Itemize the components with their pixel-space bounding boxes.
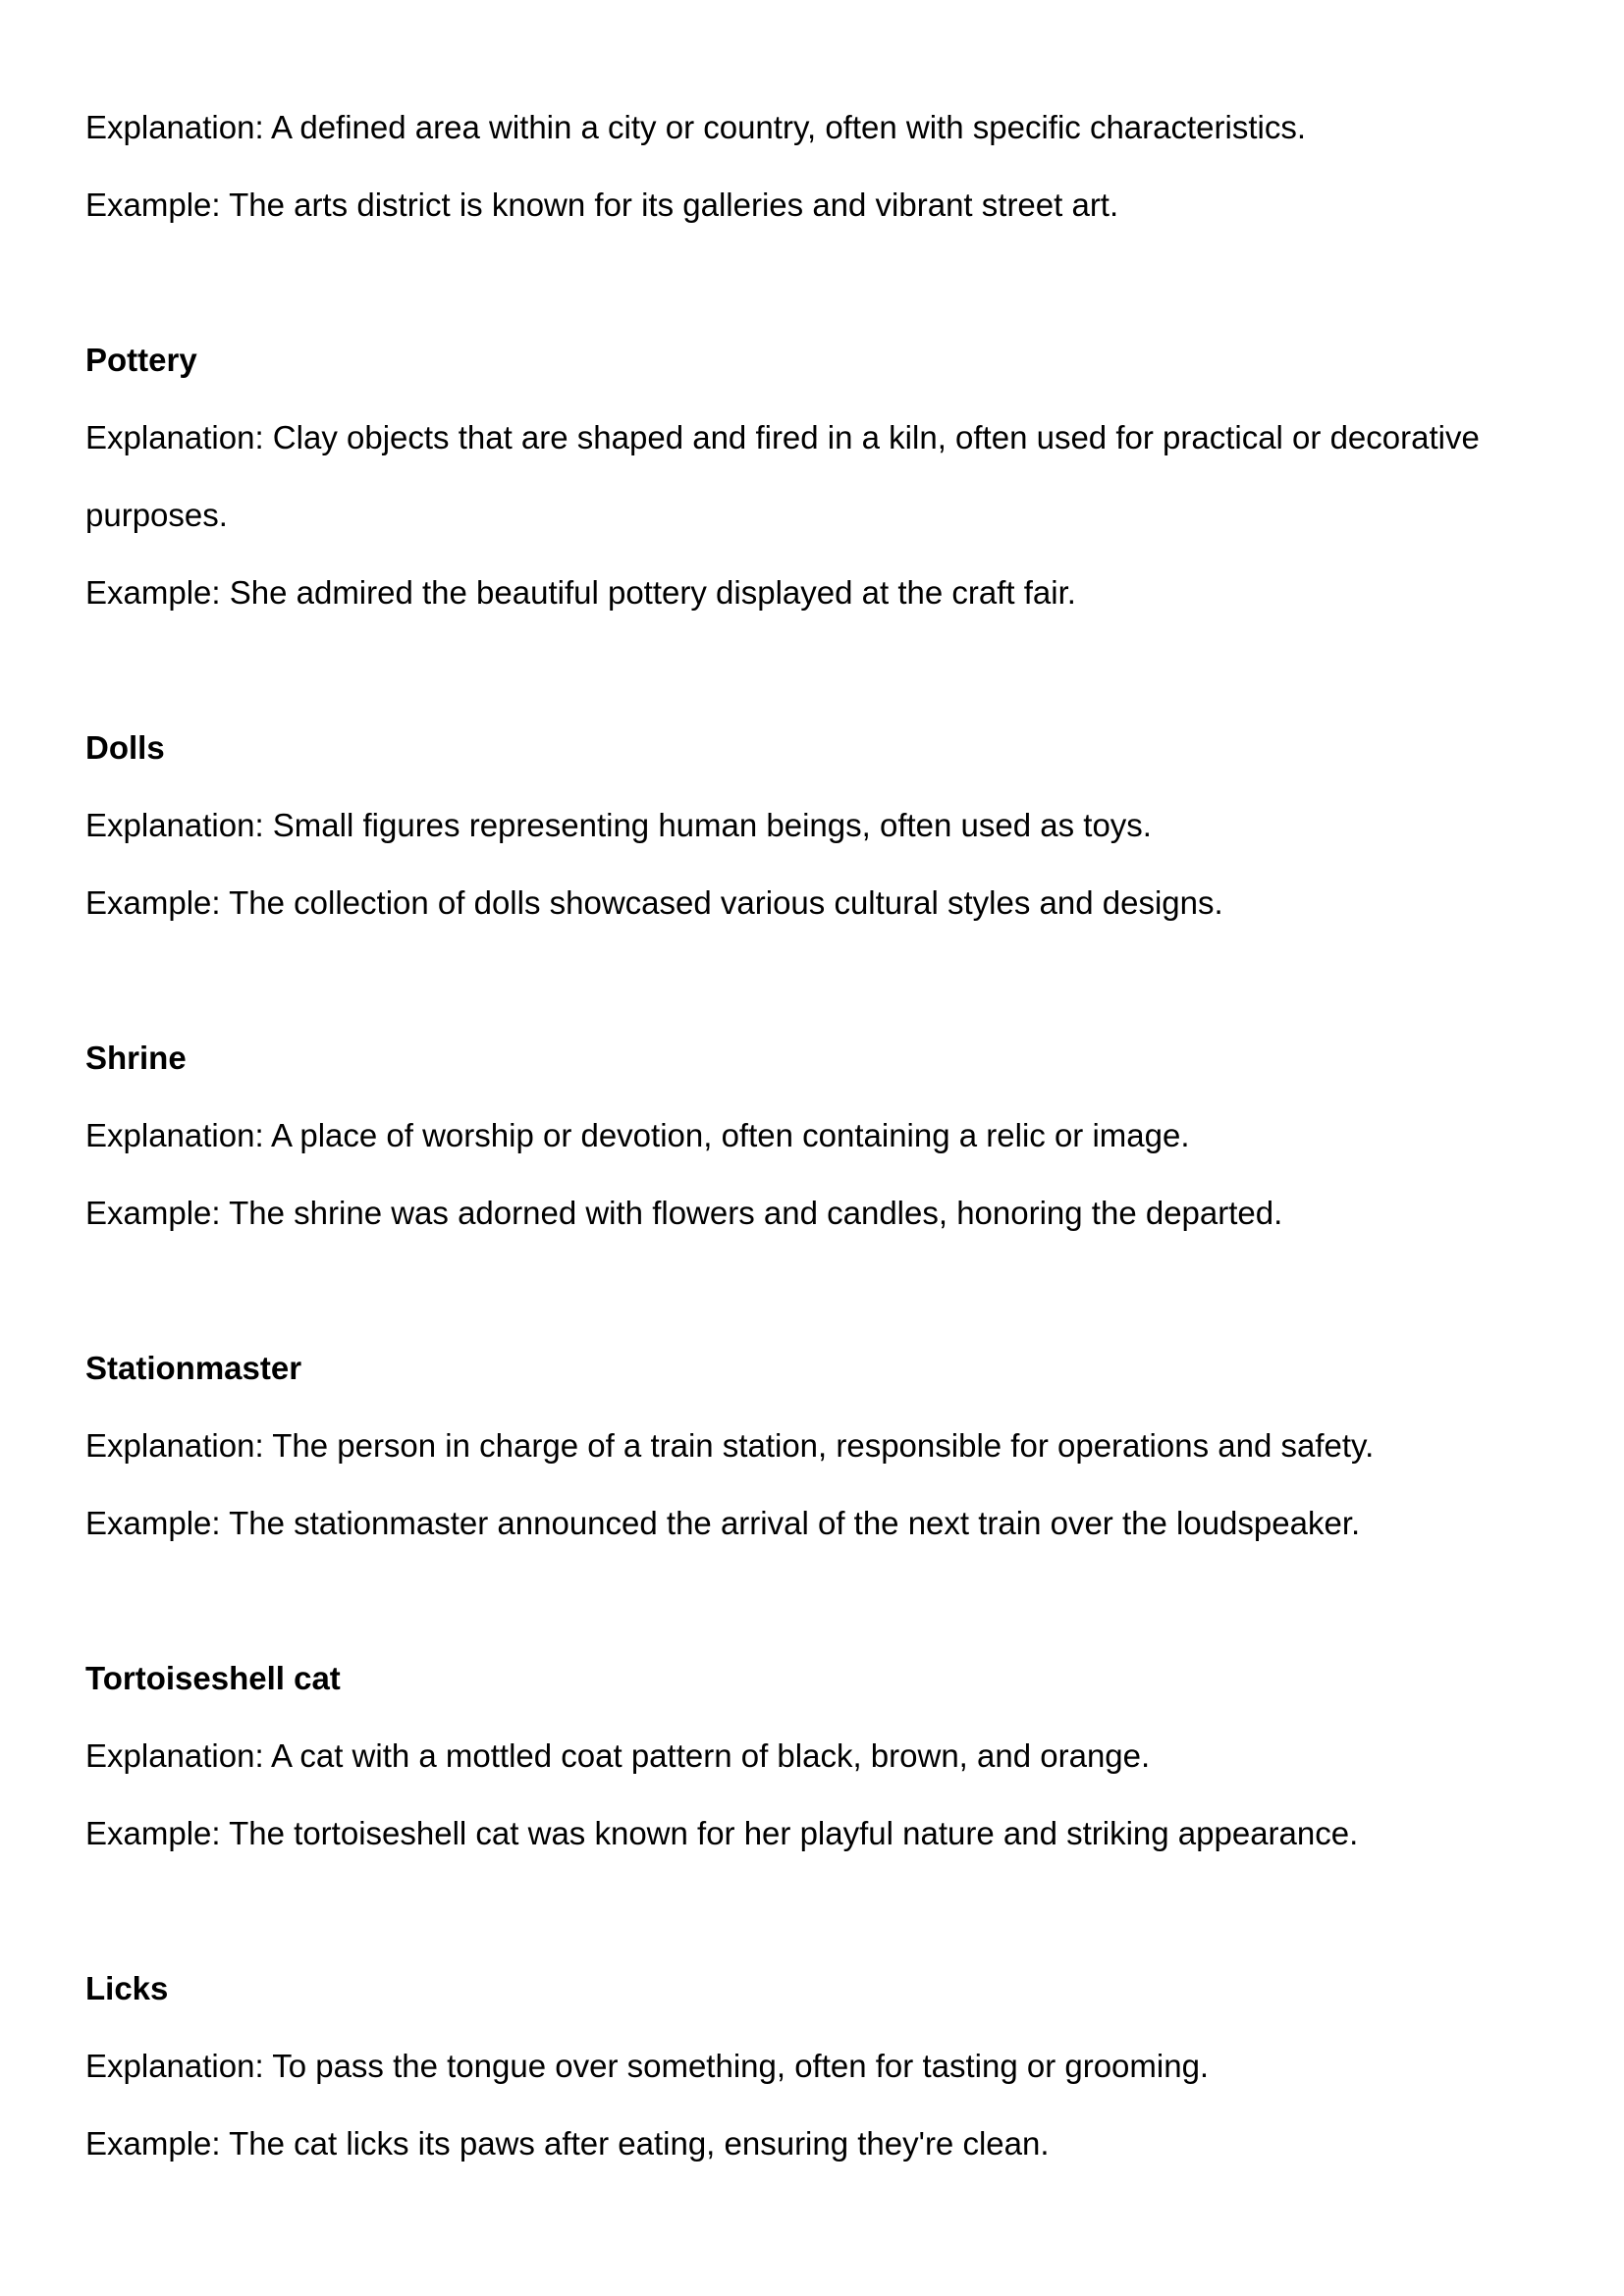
term-explanation-line: Explanation: Clay objects that are shaped and fired in a kiln, often used for practical or decorative — [85, 419, 1480, 455]
section-gap — [85, 631, 1548, 709]
section-gap — [85, 941, 1548, 1019]
term-heading: Stationmaster — [85, 1350, 302, 1386]
term-heading: Shrine — [85, 1040, 187, 1076]
term-example: Example: The tortoiseshell cat was known for her playful nature and striking appearance. — [85, 1815, 1359, 1851]
term-heading: Pottery — [85, 342, 197, 378]
term-example: Example: She admired the beautiful pottery displayed at the craft fair. — [85, 574, 1076, 611]
term-example: Example: The collection of dolls showcased various cultural styles and designs. — [85, 884, 1223, 921]
section-gap — [85, 1872, 1548, 1949]
intro-explanation: Explanation: A defined area within a city or country, often with specific characteristics. — [85, 109, 1307, 145]
term-example: Example: The shrine was adorned with flowers and candles, honoring the departed. — [85, 1195, 1283, 1231]
term-heading: Licks — [85, 1970, 169, 2006]
intro-example: Example: The arts district is known for its galleries and vibrant street art. — [85, 187, 1119, 223]
term-explanation: Explanation: Small figures representing human beings, often used as toys. — [85, 807, 1152, 843]
term-heading: Tortoiseshell cat — [85, 1660, 341, 1696]
term-explanation-line: purposes. — [85, 497, 228, 533]
term-explanation: Explanation: A cat with a mottled coat pattern of black, brown, and orange. — [85, 1737, 1151, 1774]
section-gap — [85, 1252, 1548, 1329]
glossary-content — [85, 88, 1548, 2182]
section-gap — [85, 1562, 1548, 1639]
section-gap — [85, 243, 1548, 321]
term-example: Example: The cat licks its paws after eating, ensuring they're clean. — [85, 2125, 1050, 2162]
term-explanation: Explanation: To pass the tongue over something, often for tasting or grooming. — [85, 2048, 1210, 2084]
term-example: Example: The stationmaster announced the arrival of the next train over the loudspeaker. — [85, 1505, 1361, 1541]
term-explanation: Explanation: A place of worship or devotion, often containing a relic or image. — [85, 1117, 1190, 1153]
term-heading: Dolls — [85, 729, 165, 766]
term-explanation: Explanation: The person in charge of a train station, responsible for operations and safety. — [85, 1427, 1375, 1464]
